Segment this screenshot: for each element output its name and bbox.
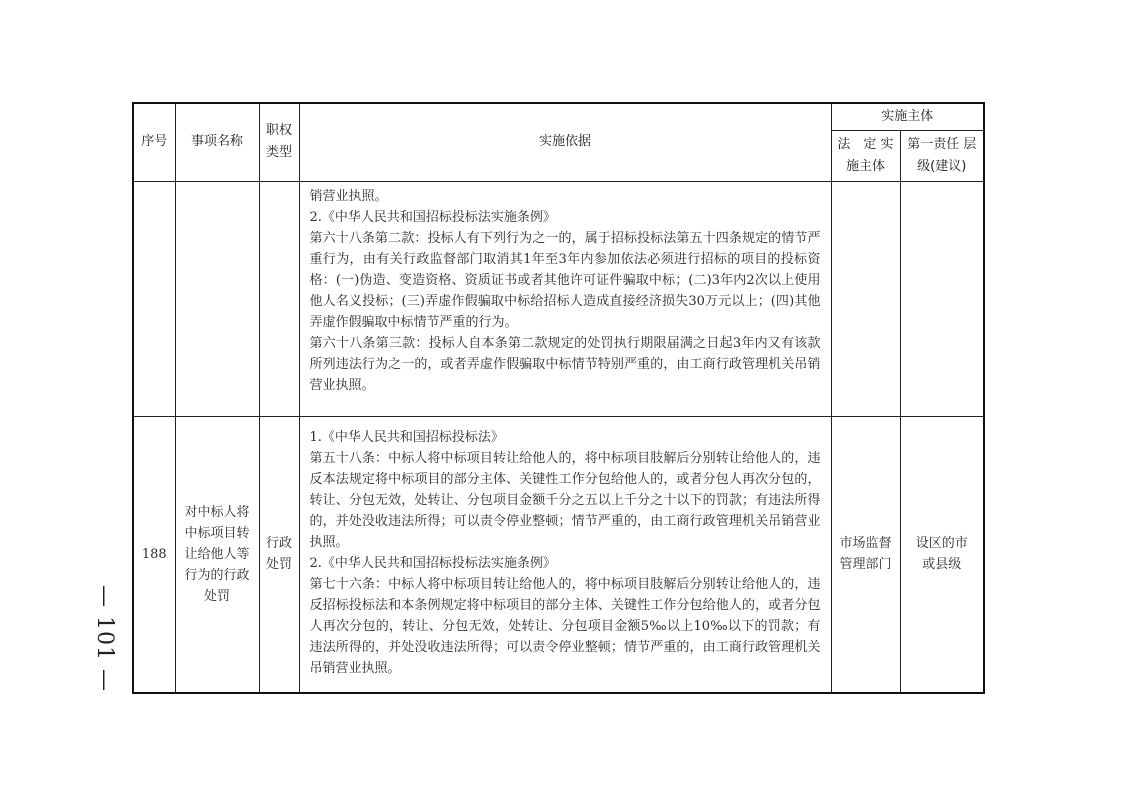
basis-paragraph: 销营业执照。 — [309, 188, 388, 204]
basis-paragraph: 1.《中华人民共和国招标投标法》 — [309, 430, 504, 446]
header-subject: 实施主体 — [831, 103, 984, 130]
row-item-name — [175, 181, 259, 416]
row-first-level: 设区的市或县级 — [900, 416, 984, 693]
row-first-level — [900, 181, 984, 416]
row-legal-subject: 市场监督管理部门 — [831, 416, 900, 693]
page-number — [84, 584, 124, 692]
row-item-name: 对中标人将中标项目转让给他人等行为的行政处罚 — [175, 416, 259, 693]
row-duty-type: 行政处罚 — [259, 416, 299, 693]
row-legal-subject — [831, 181, 900, 416]
header-first-level: 第一责任 层级(建议) — [900, 130, 984, 181]
row-basis — [299, 181, 831, 416]
table-row — [133, 416, 984, 693]
basis-paragraph: 第五十八条：中标人将中标项目转让给他人的，将中标项目肢解后分别转让给他人的，违反本法规定将中标项目的部分主体、关键性工作分包给他人的，或者分包人再次分包的，转让、分包无效，处转让、分包项目金额千分之五以上千分之十以下的罚款；有违法所得的，并处没收违法所得；可以责令停业整顿；情节严重的，由工商行政管理机关吊销营业执照。 — [309, 451, 821, 551]
basis-paragraph: 2.《中华人民共和国招标投标法实施条例》 — [309, 209, 556, 225]
header-seq: 序号 — [133, 103, 175, 181]
row-basis — [299, 416, 831, 693]
basis-paragraph: 2.《中华人民共和国招标投标法实施条例》 — [309, 556, 556, 572]
header-legal-subject: 法 定 实施主体 — [831, 130, 900, 181]
table-row — [133, 181, 984, 416]
row-seq — [133, 181, 175, 416]
header-duty-type: 职权类型 — [259, 103, 299, 181]
basis-paragraph: 第六十八条第三款：投标人自本条第二款规定的处罚执行期限届满之日起3年内又有该款所列违法行为之一的，或者弄虚作假骗取中标情节特别严重的，由工商行政管理机关吊销营业执照。 — [309, 335, 821, 393]
basis-paragraph: 第七十六条：中标人将中标项目转让给他人的，将中标项目肢解后分别转让给他人的，违反招标投标法和本条例规定将中标项目的部分主体、关键性工作分包给他人的，或者分包人再次分包的，转让、分包无效，处转让、分包项目金额5‰以上10‰以下的罚款；有违法所得的，并处没收违法所得；可以责令停业整顿；情节严重的，由工商行政管理机关吊销营业执照。 — [309, 577, 821, 677]
header-item-name: 事项名称 — [175, 103, 259, 181]
basis-paragraph: 第六十八条第二款：投标人有下列行为之一的，属于招标投标法第五十四条规定的情节严重行为，由有关行政监督部门取消其1年至3年内参加依法必须进行招标的项目的投标资格：(一)伪造、变造资格、资质证书或者其他许可证件骗取中标；(二)3年内2次以上使用他人名义投标；(三)弄虚作假骗取中标给招标人造成直接经济损失30万元以上；(四)其他弄虚作假骗取中标情节严重的行为。 — [309, 230, 821, 330]
row-duty-type — [259, 181, 299, 416]
page-number-text: — 101 — — [91, 584, 117, 692]
header-basis: 实施依据 — [299, 103, 831, 181]
enforcement-items-table — [132, 102, 985, 694]
row-seq: 188 — [133, 416, 175, 693]
